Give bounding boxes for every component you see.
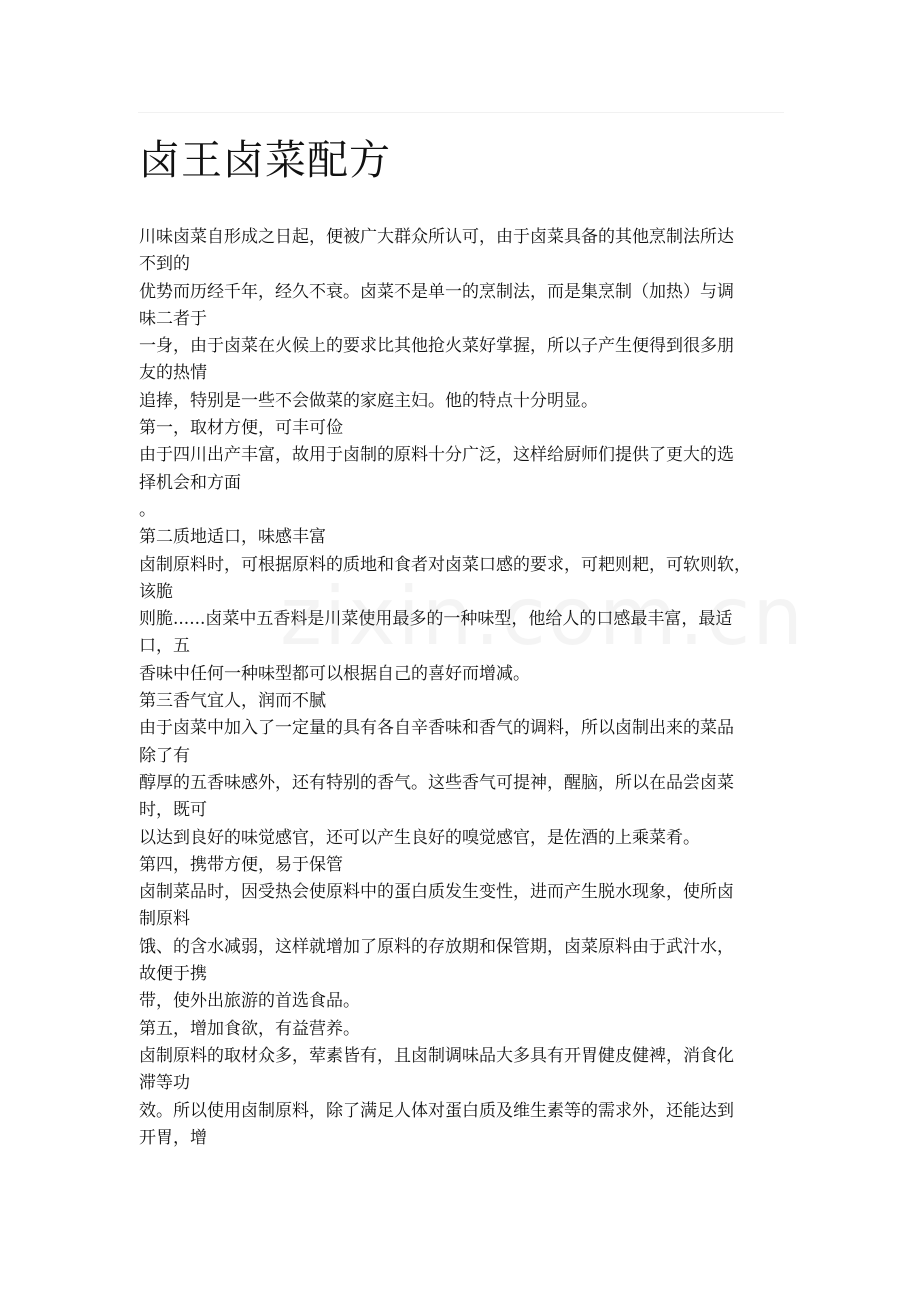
section-heading: 第一，取材方便，可丰可俭: [139, 418, 343, 439]
text-line: 川味卤菜自形成之日起，便被广大群众所认可，由于卤菜具备的其他烹制法所达: [139, 227, 734, 247]
section-heading: 第三香气宜人，润而不腻: [139, 691, 326, 712]
section-heading: 第五，增加食欲，有益营养。: [139, 1018, 360, 1039]
text-line: 择机会和方面: [139, 472, 241, 493]
text-line: 故便于携: [139, 964, 207, 985]
text-line: 卤制原料时，可根据原料的质地和食者对卤菜口感的要求，可耙则耙，可软则软，: [139, 554, 751, 575]
text-line: 该脆: [139, 581, 173, 602]
text-line: 除了有: [139, 745, 190, 766]
text-line: 时，既可: [139, 800, 207, 821]
text-line: 由于四川出产丰富，故用于卤制的原料十分广泛，这样给厨师们提供了更大的选: [139, 445, 734, 466]
text-line: 优势而历经千年，经久不衰。卤菜不是单一的烹制法，而是集烹制（加热）与调: [139, 281, 734, 302]
text-line: 以达到良好的味觉感官，还可以产生良好的嗅觉感官，是佐酒的上乘菜肴。: [139, 827, 700, 848]
text-line: 友的热情: [139, 363, 207, 384]
text-line: 开胃，增: [139, 1127, 207, 1148]
text-line: 卤制原料的取材众多，荤素皆有，且卤制调味品大多具有开胃健皮健裨，消食化: [139, 1045, 734, 1066]
text-line: 则脆......卤菜中五香料是川菜使用最多的一种味型，他给人的口感最丰富，最适: [139, 609, 733, 630]
text-line: 香味中任何一种味型都可以根据自己的喜好而增减。: [139, 663, 530, 684]
text-line: 效。所以使用卤制原料，除了满足人体对蛋白质及维生素等的需求外，还能达到: [139, 1100, 734, 1121]
section-heading: 第四，携带方便，易于保管: [139, 854, 343, 875]
text-line: 。: [139, 499, 156, 520]
text-line: 醇厚的五香味感外，还有特别的香气。这些香气可提神，醒脑，所以在品尝卤菜: [139, 772, 734, 793]
text-line: 不到的: [139, 254, 190, 275]
text-line: 制原料: [139, 909, 190, 930]
document-title: 卤王卤菜配方: [139, 136, 391, 184]
text-line: 由于卤菜中加入了一定量的具有各自辛香味和香气的调料，所以卤制出来的菜品: [139, 718, 734, 739]
text-line: 口，五: [139, 636, 190, 657]
section-heading: 第二质地适口，味感丰富: [139, 527, 326, 548]
text-line: 卤制菜品时，因受热会使原料中的蛋白质发生变性，进而产生脱水现象，使所卤: [139, 882, 734, 903]
text-line: 一身，由于卤菜在火候上的要求比其他抢火菜好掌握，所以子产生便得到很多朋: [139, 336, 734, 357]
text-line: 味二者于: [139, 308, 207, 329]
document-body: [139, 224, 787, 1152]
text-line: 追捧，特别是一些不会做菜的家庭主妇。他的特点十分明显。: [139, 390, 598, 411]
text-line: 饿、的含水减弱，这样就增加了原料的存放期和保管期，卤菜原料由于武汁水，: [139, 936, 734, 957]
header-divider: [138, 112, 784, 113]
text-line: 滞等功: [139, 1073, 190, 1094]
text-line: 带，使外出旅游的首选食品。: [139, 991, 360, 1012]
